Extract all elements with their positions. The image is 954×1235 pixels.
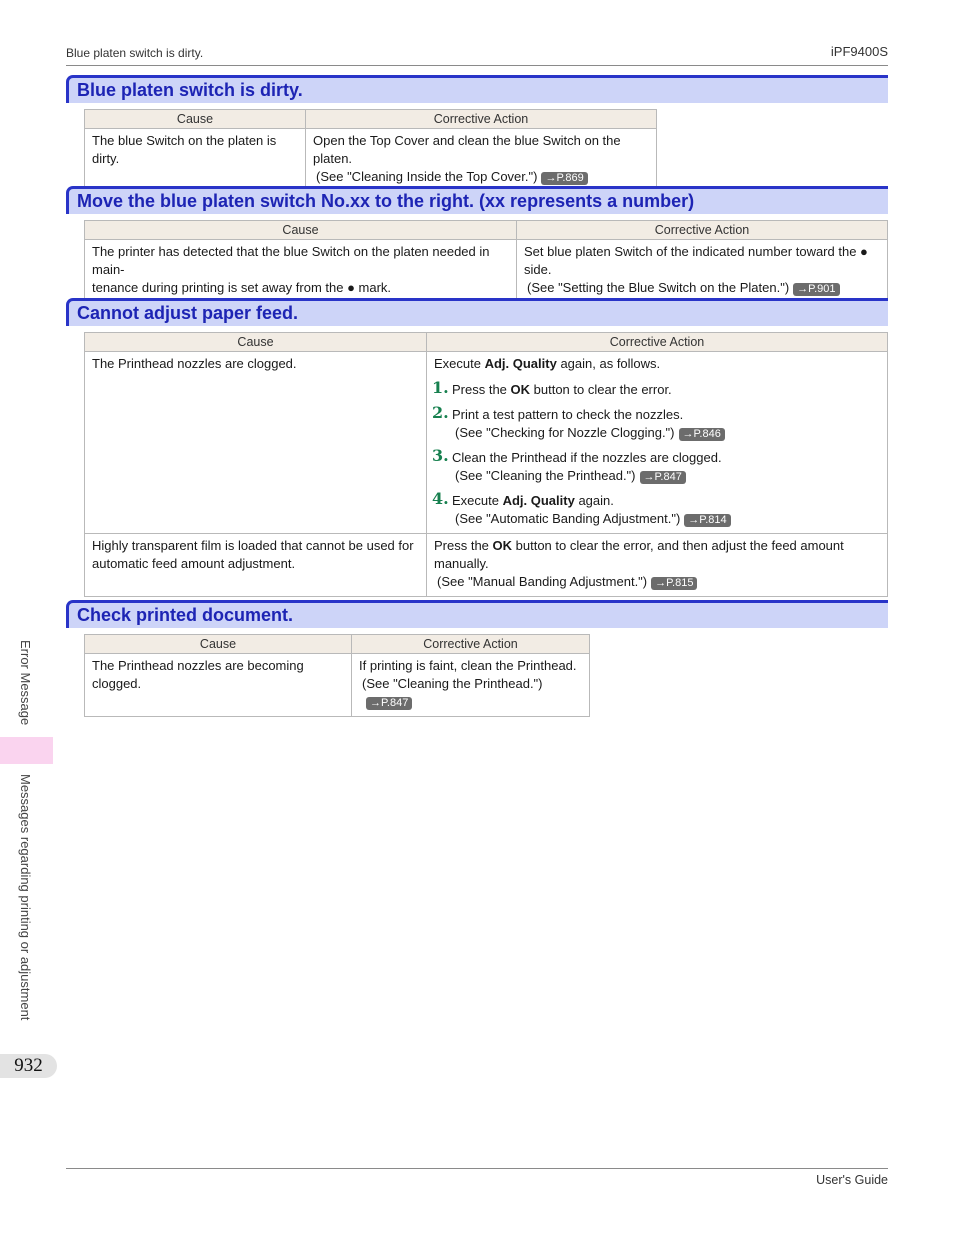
reference-line <box>452 510 880 528</box>
page-link[interactable]: →P.869 <box>541 172 587 185</box>
cause-line: automatic feed amount adjustment. <box>92 556 296 571</box>
column-header-action: Corrective Action <box>517 221 888 240</box>
reference-line <box>452 467 880 485</box>
table-row <box>85 129 657 192</box>
table-row <box>85 240 888 303</box>
section-check-printed-document <box>66 600 888 717</box>
action-cell <box>427 534 888 597</box>
table-header-row <box>85 333 888 352</box>
step-text: Press the <box>452 382 511 397</box>
page-link[interactable]: →P.847 <box>366 697 412 710</box>
column-header-action: Corrective Action <box>352 635 590 654</box>
cause-cell: The Printhead nozzles are clogged. <box>85 352 427 534</box>
column-header-cause: Cause <box>85 635 352 654</box>
column-header-action: Corrective Action <box>427 333 888 352</box>
step-item <box>432 446 880 485</box>
reference-line <box>434 573 880 591</box>
cause-action-table <box>84 109 657 192</box>
action-text: Open the Top Cover and clean the blue Switch on the platen. <box>313 133 621 166</box>
action-text: Press the <box>434 538 493 553</box>
section-heading: Check printed document. <box>66 600 888 628</box>
intro-bold: Adj. Quality <box>484 356 557 371</box>
cause-line: Highly transparent film is loaded that cannot be used for <box>92 538 414 553</box>
step-number: 4. <box>432 489 449 508</box>
cause-action-table <box>84 332 888 597</box>
table-header-row <box>85 110 657 129</box>
step-number: 2. <box>432 403 449 422</box>
action-cell <box>306 129 657 192</box>
step-bold: Adj. Quality <box>502 493 575 508</box>
header-model-name: iPF9400S <box>830 44 888 59</box>
action-intro <box>434 355 880 373</box>
cause-line: The printer has detected that the blue Switch on the platen needed in main- <box>92 244 490 277</box>
section-blue-platen-dirty <box>66 75 888 192</box>
cause-cell: The blue Switch on the platen is dirty. <box>85 129 306 192</box>
section-move-platen-switch <box>66 186 888 303</box>
section-heading: Cannot adjust paper feed. <box>66 298 888 326</box>
reference-line <box>452 424 880 442</box>
running-footer <box>66 1168 888 1187</box>
table-header-row <box>85 221 888 240</box>
intro-text: again, as follows. <box>556 356 661 371</box>
cause-cell <box>85 240 517 303</box>
header-section-name: Blue platen switch is dirty. <box>66 46 204 60</box>
footer-guide-name: User's Guide <box>816 1173 888 1187</box>
step-number: 1. <box>432 378 449 397</box>
cause-line: tenance during printing is set away from the ● mark. <box>92 280 392 295</box>
step-text: again. <box>574 493 614 508</box>
side-subchapter-label: Messages regarding printing or adjustment <box>18 774 33 1021</box>
column-header-action: Corrective Action <box>306 110 657 129</box>
section-cannot-adjust-feed <box>66 298 888 597</box>
reference-text: (See "Setting the Blue Switch on the Platen.") <box>527 280 790 295</box>
page-link[interactable]: →P.814 <box>684 514 730 527</box>
side-chapter-label: Error Message <box>18 640 33 726</box>
reference-text: (See "Cleaning the Printhead.") <box>362 676 543 691</box>
reference-text: (See "Manual Banding Adjustment.") <box>437 574 648 589</box>
reference-line <box>313 168 649 186</box>
step-text-line <box>452 492 880 510</box>
step-item <box>432 378 880 399</box>
table-row <box>85 534 888 597</box>
step-item <box>432 489 880 528</box>
step-number: 3. <box>432 446 449 465</box>
action-text-line <box>434 537 880 573</box>
side-chapter-tab <box>0 737 53 764</box>
intro-text: Execute <box>434 356 485 371</box>
reference-text: (See "Cleaning Inside the Top Cover.") <box>316 169 538 184</box>
column-header-cause: Cause <box>85 221 517 240</box>
section-heading: Blue platen switch is dirty. <box>66 75 888 103</box>
reference-text: (See "Cleaning the Printhead.") <box>455 468 636 483</box>
reference-line <box>524 279 880 297</box>
step-bold: OK <box>510 382 531 397</box>
action-cell <box>427 352 888 534</box>
table-row <box>85 352 888 534</box>
action-text: button to clear the error, and then adjust the feed amount manually. <box>434 538 844 571</box>
action-cell <box>517 240 888 303</box>
page-link[interactable]: →P.901 <box>793 283 839 296</box>
column-header-cause: Cause <box>85 110 306 129</box>
table-header-row <box>85 635 590 654</box>
cause-action-table <box>84 220 888 303</box>
cause-cell: The Printhead nozzles are becoming clogged. <box>85 654 352 717</box>
running-header <box>66 44 888 66</box>
action-text: Set blue platen Switch of the indicated number toward the ● side. <box>524 244 868 277</box>
column-header-cause: Cause <box>85 333 427 352</box>
step-text: Print a test pattern to check the nozzles. <box>452 407 684 422</box>
step-text: Execute <box>452 493 503 508</box>
cause-action-table <box>84 634 590 717</box>
reference-line <box>359 675 582 711</box>
step-text: Clean the Printhead if the nozzles are clogged. <box>452 450 722 465</box>
section-heading: Move the blue platen switch No.xx to the right. (xx represents a number) <box>66 186 888 214</box>
table-row <box>85 654 590 717</box>
reference-text: (See "Automatic Banding Adjustment.") <box>455 511 681 526</box>
step-list <box>432 378 880 528</box>
page-number: 932 <box>0 1054 57 1078</box>
action-bold: OK <box>492 538 513 553</box>
step-item <box>432 403 880 442</box>
page-link[interactable]: →P.847 <box>640 471 686 484</box>
action-cell <box>352 654 590 717</box>
cause-cell <box>85 534 427 597</box>
reference-text: (See "Checking for Nozzle Clogging.") <box>455 425 675 440</box>
page-link[interactable]: →P.846 <box>679 428 725 441</box>
step-text: button to clear the error. <box>530 382 672 397</box>
page-link[interactable]: →P.815 <box>651 577 697 590</box>
action-text: If printing is faint, clean the Printhead. <box>359 658 577 673</box>
